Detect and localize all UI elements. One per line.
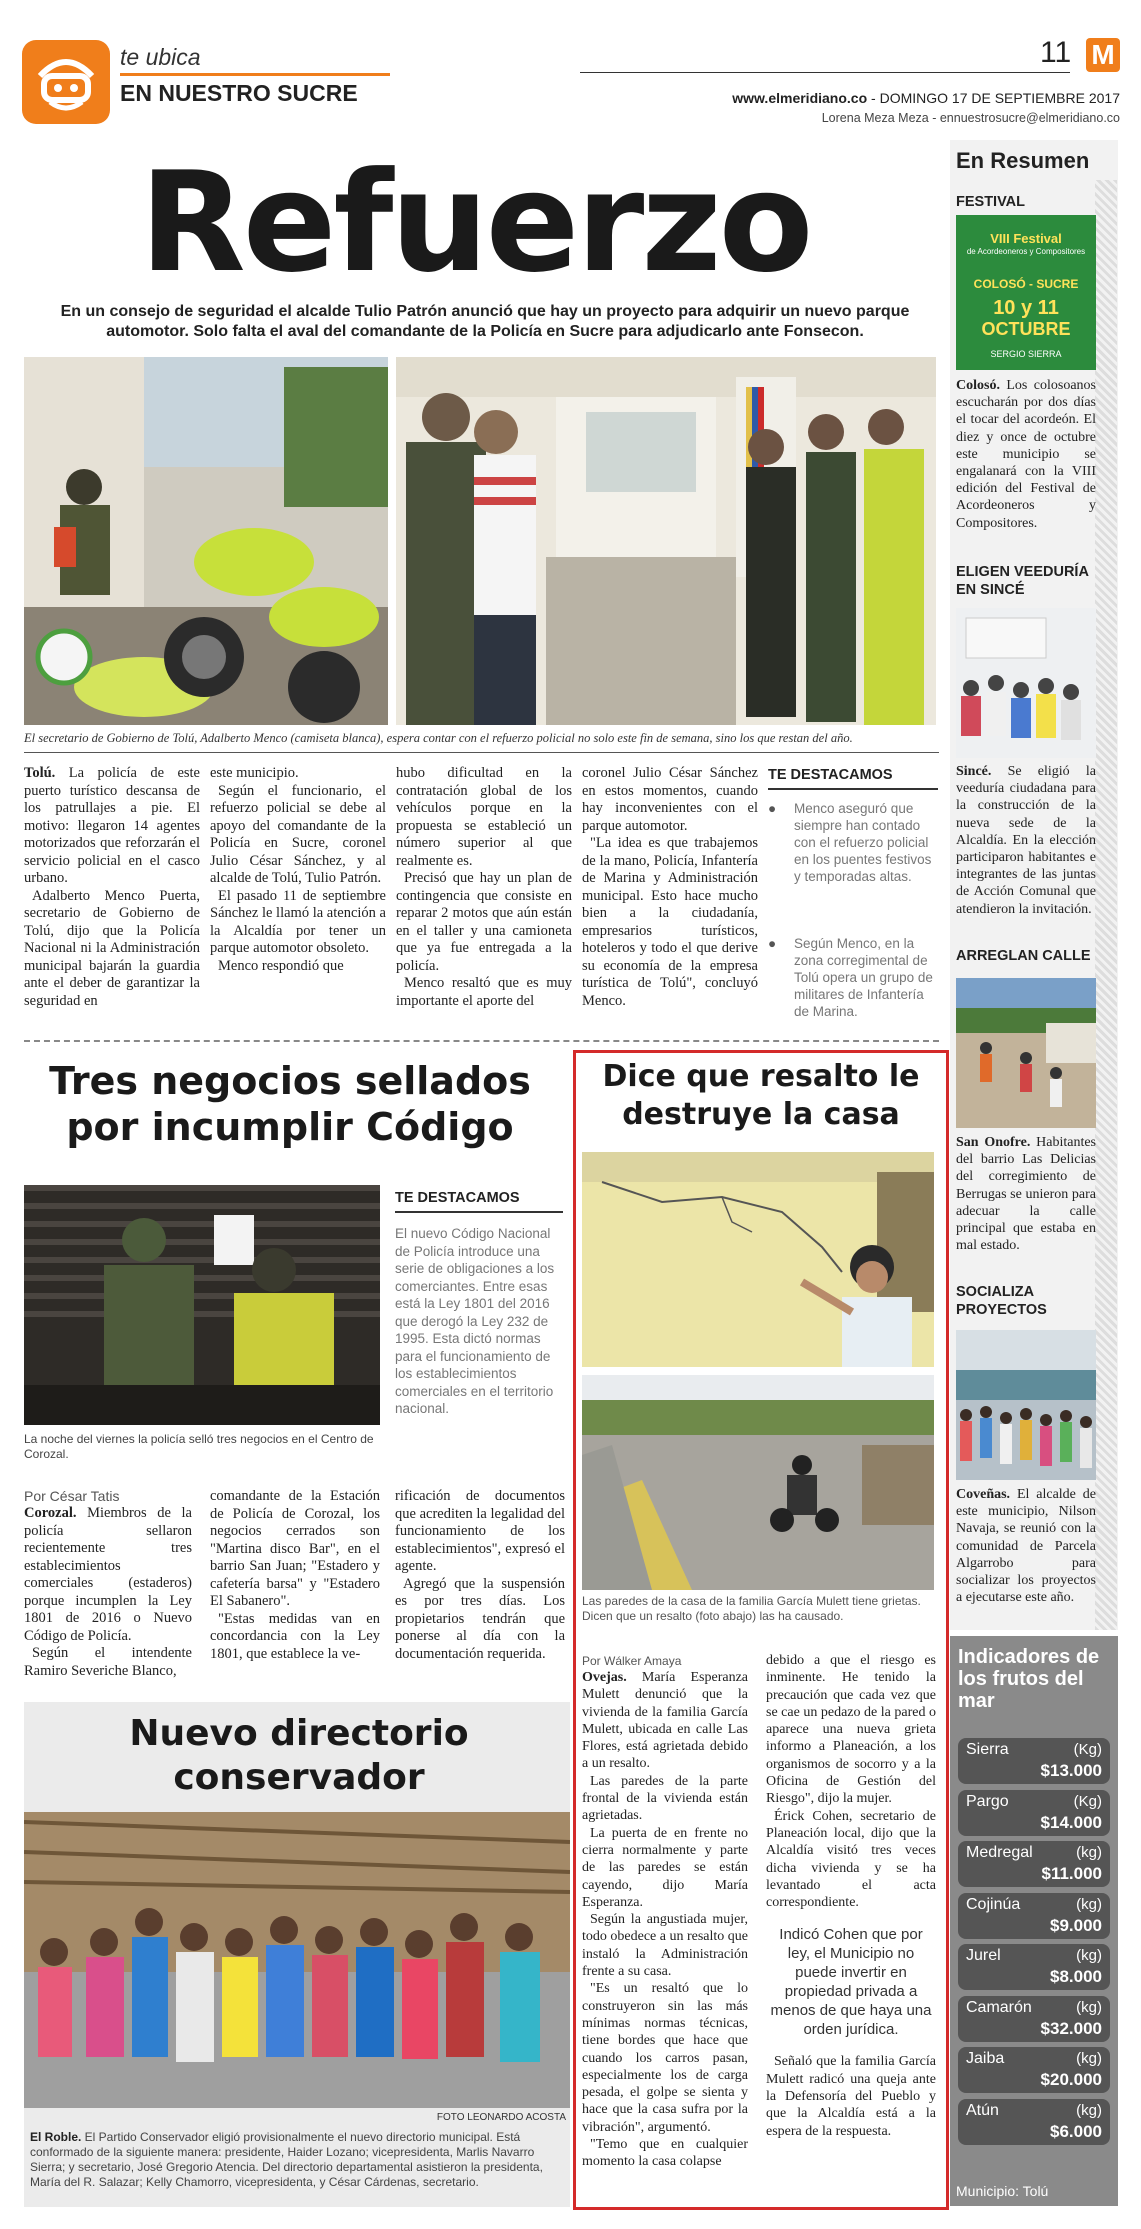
story4-photo-speedbump: [582, 1375, 934, 1590]
header-rule: [580, 72, 1070, 73]
sidebar-heading-2: ELIGEN VEEDURÍA EN SINCÉ: [956, 564, 1089, 598]
price-item-unit: (kg): [1076, 1998, 1102, 2016]
main-column-1: Tolú. La policía de este puerto turístico descansa de los patrullajes a pie. El motivo: llegaron 14 agentes motorizados que reforzarán el servicio policial en el casco urbano. Adalberto Menco Puerta, secretario de Gobierno de Tolú, dijo que la Policía Nacional ni la Administración municipal bajarán la guardia ante el deber de garantizar la seguridad en: [24, 765, 200, 1009]
story2-photo: [24, 1185, 380, 1425]
main-column-3: hubo dificultad en la contratación global de los vehículos porque en la propuesta se estableció un número superior al que realmente es. Precisó que hay un plan de contingencia que consiste en reparar 2 motos que aún están en el taller y una camioneta que ya fue entregada a la policía. Menco resaltó que es muy importante el aporte del: [396, 765, 572, 1009]
story2-byline: Por César Tatis: [24, 1488, 120, 1504]
price-item-name: Atún: [966, 2101, 999, 2119]
price-row: [958, 2047, 1110, 2093]
divider: [24, 752, 939, 753]
main-headline: Refuerzo: [139, 142, 811, 303]
sidebar-pattern: [1095, 180, 1117, 1630]
story2-caption: La noche del viernes la policía selló tres negocios en el Centro de Corozal.: [24, 1432, 374, 1461]
price-item-value: $32.000: [1040, 2018, 1102, 2038]
main-caption: El secretario de Gobierno de Tolú, Adalberto Menco (camiseta blanca), espera contar con el refuerzo policial no solo este fin de semana, sino los que restan del año.: [24, 731, 853, 745]
story2-column-2: comandante de la Estación de Policía de Corozal, los negocios cerrados son "Martina disco Bar", en el barrio San Juan; "Estadero y cafetería barsa" y "Estadero El Sabanero". "Estas medidas van en concordancia con la Ley 1801, que establece la ve-: [210, 1488, 380, 1662]
price-item-value: $11.000: [1041, 1864, 1102, 1883]
story4-byline: Por Wálker Amaya: [582, 1654, 682, 1668]
story2-column-3: rificación de documentos que acrediten la legalidad del funcionamiento de los establecimientos", expresó el agente. Agregó que la suspensión es por tres días. Los propietarios tendrán que ponerse al día con la documentación requerida.: [395, 1488, 565, 1662]
price-title: Indicadores de los frutos del mar: [958, 1646, 1100, 1712]
price-row: [958, 1893, 1110, 1939]
price-row: [958, 1738, 1110, 1784]
story3-photo-credit: FOTO LEONARDO ACOSTA: [436, 2112, 566, 2123]
price-item-value: $20.000: [1040, 2070, 1102, 2089]
story4-photo-wall: [582, 1152, 934, 1367]
date: - DOMINGO 17 DE SEPTIEMBRE 2017: [867, 90, 1120, 106]
price-item-unit: (kg): [1076, 1947, 1102, 1964]
author-line: Lorena Meza Meza - ennuestrosucre@elmeridiano.co: [821, 111, 1120, 125]
price-item-value: $8.000: [1050, 1967, 1102, 1986]
bullet-icon: ●: [768, 936, 777, 951]
story2-highlight-title: TE DESTACAMOS: [395, 1190, 520, 1206]
sidebar-title: En Resumen: [956, 148, 1090, 173]
main-highlight-bullet-2: ● Según Menco, en la zona corregimental de Tolú opera un grupo de militares de Infantería de Marina.: [768, 936, 933, 1019]
price-item-value: $13.000: [1040, 1761, 1102, 1780]
sidebar-text-2: Sincé. Se eligió la veeduría ciudadana para la construcción de la nueva sede de la Alcaldía. En la elección participaron habitantes e integrantes de las juntas de Acción Comunal que atendieron la invitación.: [956, 764, 1096, 917]
story2-headline: Tres negocios sellados por incumplir Código: [49, 1059, 531, 1149]
story4-column-2: debido a que el riesgo es inminente. He tenido la precaución que cada vez que se cae un pedazo de la pared o aparece una nueva grieta informo a Planeación, a los organismos de socorro y a la Oficina de Gestión del Riesgo", dijo la mujer. Érick Cohen, secretario de Planeación local, dijo que la Alcaldía visitó tres veces dicha vivienda y se ha levantado el acta correspondiente. Indicó Cohen que por ley, el Municipio no puede invertir en propiedad privada a menos de que haya una orden jurídica. Señaló que la familia García Mulett radicó una queja ante la Defensoría del Pueblo y que la Alcaldía está a la espera de la respuesta.: [766, 1653, 936, 2139]
price-row: [958, 1944, 1110, 1990]
price-item-unit: (kg): [1076, 1844, 1102, 1861]
sidebar-photo-4: [956, 1330, 1096, 1480]
price-item-unit: (Kg): [1073, 1741, 1102, 1758]
price-item-name: Cojinúa: [966, 1895, 1021, 1913]
price-item-unit: (Kg): [1073, 1792, 1102, 1810]
divider: [768, 788, 938, 790]
price-item-name: Medregal: [966, 1844, 1033, 1861]
main-lead: Tolú.: [24, 765, 56, 781]
section-rule: [120, 73, 390, 76]
section-name: EN NUESTRO SUCRE: [120, 80, 358, 106]
main-photo-meeting: [396, 357, 936, 725]
main-column-2: este municipio. Según el funcionario, el refuerzo policial se debe al apoyo del comandante de la Policía en Sucre, coronel Julio César Sánchez, y al alcalde de Tolú, Tulio Patrón. El pasado 11 de septiembre Sánchez le llamó la atención a la Alcaldía por tener un parque automotor obsoleto. Menco respondió que: [210, 765, 386, 974]
price-footer: Municipio: Tolú: [956, 2183, 1049, 2199]
story3-headline: Nuevo directorio conservador: [129, 1713, 469, 1798]
sidebar-text-4: Coveñas. El alcalde de este municipio, Nilson Navaja, se reunió con la comunidad de Parcela Algarrobo para socializar los proyectos a ejecutarse este año.: [956, 1487, 1096, 1606]
main-deck: En un consejo de seguridad el alcalde Tulio Patrón anunció que hay un proyecto para adquirir un nuevo parque automotor. Solo falta el aval del comandante de la Policía en Sucre para adjudicarlo ante Fonsecon.: [60, 303, 910, 340]
sidebar-heading-3: ARREGLAN CALLE: [956, 948, 1091, 964]
price-item-unit: (kg): [1076, 2050, 1102, 2067]
price-item-name: Jurel: [966, 1947, 1001, 1964]
story2-column-1: Corozal. Miembros de la policía sellaron recientemente tres establecimientos comerciales (estaderos) porque incumplen la Ley 1801 de 2016 o Nuevo Código de Policía. Según el intendente Ramiro Severiche Blanco,: [24, 1505, 192, 1679]
price-item-unit: (kg): [1076, 1895, 1102, 1913]
story4-headline: Dice que resalto le destruye la casa: [602, 1059, 920, 1132]
sidebar-text-3: San Onofre. Habitantes del barrio Las Delicias del corregimiento de Berrugas se unieron para adecuar la calle principal que estaba en mal estado.: [956, 1135, 1096, 1254]
price-item-value: $6.000: [1050, 2121, 1102, 2141]
price-item-value: $9.000: [1050, 1915, 1102, 1935]
price-item-unit: (kg): [1076, 2101, 1102, 2119]
dateline: [600, 90, 1120, 106]
price-item-name: Jaiba: [966, 2050, 1005, 2067]
price-item-name: Pargo: [966, 1792, 1009, 1810]
story4-column-1: Ovejas. María Esperanza Mulett denunció que la vivienda de la familia García Mulett, ubicada en calle Las Flores, está agrietada debido a un resalto. Las paredes de la parte frontal de la vivienda están agrietadas. La puerta de en frente no cierra normalmente y parte de las paredes se están cayendo, dijo María Esperanza. Según la angustiada mujer, todo obedece a un resalto que instaló la Administración frente a su casa. "Es un resaltó que lo construyeron sin las más mínimas normas técnicas, tiene bordes que hace que cuando los carros pasan, especialmente los de carga pesada, el golpe se sienta y hace que la casa sufra por la vibración", argumentó. "Temo que en cualquier momento la casa colapse: [582, 1670, 748, 2170]
sidebar-photo-3: [956, 978, 1096, 1128]
divider-dashed: [24, 1040, 939, 1042]
section-logo-icon: [22, 40, 110, 124]
main-highlight-title: TE DESTACAMOS: [768, 767, 893, 783]
sidebar-photo-2: [956, 608, 1096, 758]
sidebar-text-1: Colosó. Los colosoanos escucharán por dos días el tocar del acordeón. El diez y once de octubre este municipio se engalanará con la VIII edición del Festival de Acordeoneros y Compositores.: [956, 378, 1096, 531]
brand-logo-icon: M: [1086, 38, 1120, 72]
main-photo-motorcycles: [24, 357, 388, 725]
story3-photo: [24, 1812, 570, 2108]
section-kicker: te ubica: [120, 44, 201, 70]
price-row: [958, 1790, 1110, 1836]
main-highlight-bullet-1: ● Menco aseguró que siempre han contado con el refuerzo policial en los puentes festivos y temporadas altas.: [768, 801, 932, 884]
price-row: [958, 2099, 1110, 2145]
story3-caption: El Roble. El Partido Conservador eligió provisionalmente el nuevo directorio municipal. Está conformado de la siguiente manera: presidente, Haider Lozano; vicepresidenta, Marlis Navarro Sierra; y secretario, José Gregorio Atencia. Del directorio departamental asistieron la presidenta, María del R. Salazar; Kelly Chamorro, vicepresidenta, y César Cárdenas, secretario.: [30, 2130, 543, 2189]
bullet-icon: ●: [768, 801, 777, 816]
sidebar-heading-1: FESTIVAL: [956, 194, 1026, 210]
story4-caption: Las paredes de la casa de la familia García Mulett tiene grietas. Dicen que un resalto (foto abajo) las ha causado.: [582, 1594, 921, 1623]
site-url[interactable]: www.elmeridiano.co: [732, 90, 868, 106]
price-item-name: Camarón: [966, 1998, 1032, 2016]
story4-pull-quote: Indicó Cohen que por ley, el Municipio no puede invertir en propiedad privada a menos de que haya una orden jurídica.: [770, 1926, 932, 2039]
festival-poster: VIII Festival de Acordeoneros y Compositores COLOSÓ - SUCRE 10 y 11 OCTUBRE SERGIO SIERRA: [956, 215, 1096, 370]
main-column-4: coronel Julio César Sánchez en estos momentos, cuando hay inconvenientes con el parque automotor. "La idea es que trabajemos de la mano, Policía, Infantería de Marina y Administración municipal. Esto hace mucho bien a la ciudadanía, empresarios turísticos, hoteleros y todo el que derive su economía de la empresa turística de Tolú", concluyó Menco.: [582, 765, 758, 1009]
divider: [395, 1211, 563, 1213]
sidebar-heading-4: SOCIALIZA PROYECTOS: [956, 1284, 1047, 1318]
page-number: 11: [1040, 36, 1072, 69]
price-row: [958, 1841, 1110, 1887]
price-item-name: Sierra: [966, 1741, 1009, 1758]
price-item-value: $14.000: [1040, 1812, 1102, 1832]
story2-highlight: El nuevo Código Nacional de Policía introduce una serie de obligaciones a los comerciantes. Entre esas está la Ley 1801 del 2016 que derogó la Ley 232 de 1995. Esta dictó normas para el funcionamiento de los establecimientos comerciales en el territorio nacional.: [395, 1226, 555, 1416]
price-row: [958, 1996, 1110, 2042]
